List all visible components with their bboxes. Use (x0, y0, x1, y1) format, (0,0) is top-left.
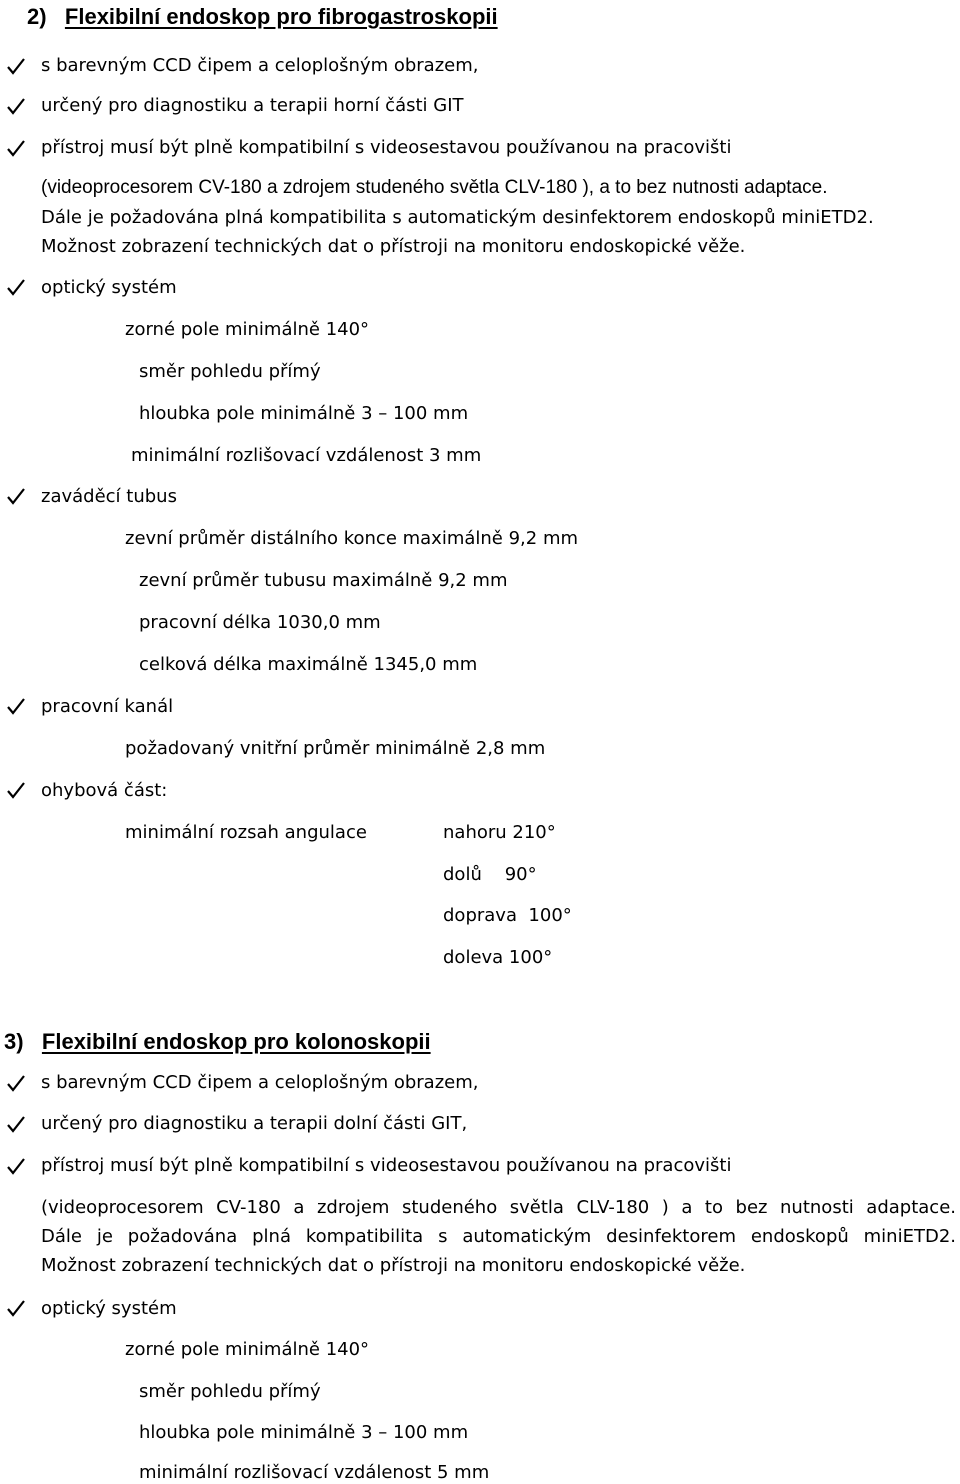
s2-fov: zorné pole minimálně 140° (125, 319, 370, 340)
s2-depth: hloubka pole minimálně 3 – 100 mm (139, 403, 469, 424)
s3-ccd: s barevným CCD čipem a celoplošným obrazem, (41, 1072, 479, 1093)
s2-angulation-up: nahoru 210° (443, 822, 556, 843)
s2-distal: zevní průměr distálního konce maximálně 9,2 mm (125, 528, 579, 549)
checkmark-icon (6, 780, 26, 800)
checkmark-icon (6, 1114, 26, 1134)
s2-optics: optický systém (41, 277, 177, 298)
s2-compat-2: (videoprocesorem CV-180 a zdrojem studeného světla CLV-180 ), a to bez nutnosti adaptace. (41, 177, 828, 198)
s2-ccd: s barevným CCD čipem a celoplošným obrazem, (41, 55, 479, 76)
checkmark-icon (6, 96, 26, 116)
s2-compat-3: Dále je požadována plná kompatibilita s automatickým desinfektorem endoskopů miniETD2. (41, 207, 874, 228)
s3-depth: hloubka pole minimálně 3 – 100 mm (139, 1422, 469, 1443)
section-2-title: Flexibilní endoskop pro fibrogastroskopii (64, 4, 498, 29)
s2-compat: přístroj musí být plně kompatibilní s videosestavou používanou na pracovišti (41, 137, 732, 158)
s3-fov: zorné pole minimálně 140° (125, 1339, 370, 1360)
section-3-number: 3) (4, 1029, 24, 1054)
s2-direction: směr pohledu přímý (139, 361, 321, 382)
checkmark-icon (6, 138, 26, 158)
checkmark-icon (6, 1156, 26, 1176)
s2-tube: zaváděcí tubus (41, 486, 177, 507)
s2-bending: ohybová část: (41, 780, 168, 801)
s2-angulation-right: doprava 100° (443, 905, 572, 926)
section-2-number: 2) (27, 4, 47, 29)
s2-angulation-down: dolů 90° (443, 864, 537, 885)
s3-compat-2: (videoprocesorem CV-180 a zdrojem studeného světla CLV-180 ) a to bez nutnosti adaptace. (41, 1197, 956, 1218)
s2-angulation: minimální rozsah angulace (125, 822, 367, 843)
s3-compat: přístroj musí být plně kompatibilní s videosestavou používanou na pracovišti (41, 1155, 732, 1176)
s2-tube-diameter: zevní průměr tubusu maximálně 9,2 mm (139, 570, 508, 591)
s3-optics: optický systém (41, 1298, 177, 1319)
section-3-title: Flexibilní endoskop pro kolonoskopii (41, 1029, 431, 1054)
s3-resolution: minimální rozlišovací vzdálenost 5 mm (139, 1462, 490, 1483)
section-2-heading (27, 4, 498, 30)
s2-angulation-left: doleva 100° (443, 947, 553, 968)
checkmark-icon (6, 486, 26, 506)
s2-total-length: celková délka maximálně 1345,0 mm (139, 654, 478, 675)
checkmark-icon (6, 277, 26, 297)
s3-purpose: určený pro diagnostiku a terapii dolní části GIT, (41, 1113, 468, 1134)
s3-compat-4: Možnost zobrazení technických dat o přístroji na monitoru endoskopické věže. (41, 1255, 746, 1276)
checkmark-icon (6, 1073, 26, 1093)
checkmark-icon (6, 696, 26, 716)
s2-compat-4: Možnost zobrazení technických dat o přístroji na monitoru endoskopické věže. (41, 236, 746, 257)
s3-direction: směr pohledu přímý (139, 1381, 321, 1402)
checkmark-icon (6, 1298, 26, 1318)
s2-channel: pracovní kanál (41, 696, 174, 717)
section-3-heading (4, 1029, 431, 1055)
s3-compat-3: Dále je požadována plná kompatibilita s automatickým desinfektorem endoskopů miniETD2. (41, 1226, 956, 1247)
checkmark-icon (6, 56, 26, 76)
s2-channel-diameter: požadovaný vnitřní průměr minimálně 2,8 mm (125, 738, 546, 759)
s2-working-length: pracovní délka 1030,0 mm (139, 612, 381, 633)
s2-resolution: minimální rozlišovací vzdálenost 3 mm (131, 445, 482, 466)
s2-purpose: určený pro diagnostiku a terapii horní části GIT (41, 95, 464, 116)
